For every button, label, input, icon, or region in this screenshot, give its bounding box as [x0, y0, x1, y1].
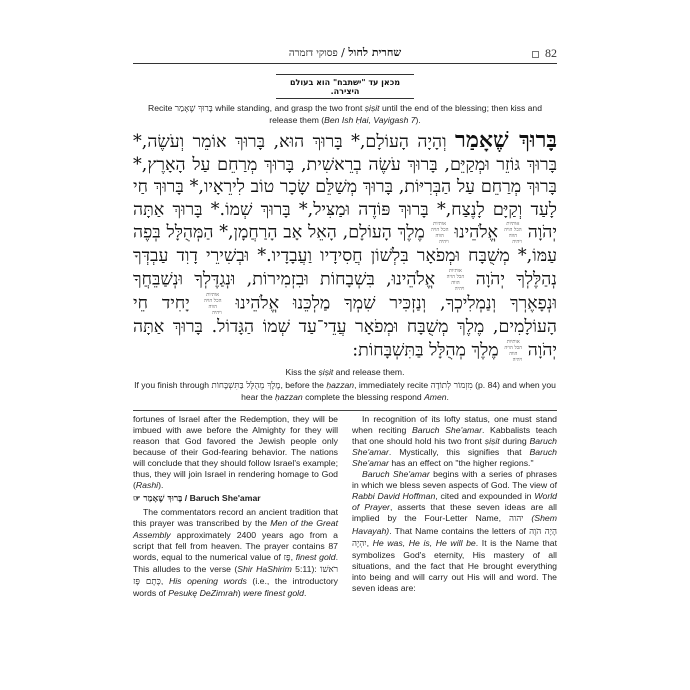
instruction-text: until the end of the blessing; then kiss and release them (	[269, 103, 542, 125]
commentary-text: begins with a series of phrases in which we bless seven aspects of God. The view of	[352, 469, 557, 491]
prayer-line: יְהֹוָה	[475, 269, 505, 290]
commentary-text: ).	[158, 480, 164, 491]
divine-name-note: אותיות הכל הויה הווה ויהיה	[446, 267, 465, 292]
kiss-instruction	[133, 367, 557, 377]
commentary-paragraph	[133, 507, 338, 599]
commentary-paragraph	[133, 414, 338, 492]
commentary-text: .	[303, 587, 307, 598]
title-main: שחרית לחול	[348, 46, 402, 59]
commentary-text: ,	[290, 551, 296, 562]
commentary-text: during	[499, 435, 530, 446]
commentary-hebrew: הָיָה הֹוֶה יִהְיֶה	[352, 526, 557, 549]
commentary-left-column	[133, 414, 338, 600]
heading-hebrew: בָּרוּךְ שֶׁאָמַר	[143, 494, 183, 505]
instruction-text: complete the blessing respond	[302, 391, 425, 402]
commentary-source: Rashi	[135, 480, 159, 491]
commentary-hebrew: רֹאשׁוֹ כֶּתֶם פָּז	[133, 564, 338, 587]
instruction-text: ).	[415, 115, 421, 125]
commentary-term: were finest gold	[243, 587, 304, 598]
commentary-divider	[133, 410, 557, 411]
finish-instruction	[133, 380, 557, 403]
commentary-term: Rabbi David Hoffman	[352, 491, 436, 502]
commentary-hebrew: פָּז	[283, 552, 291, 563]
commentary-source: World of Prayer	[352, 491, 557, 513]
commentary-text: )	[237, 587, 244, 598]
prayer-line: אֱלֹהֵינוּ	[235, 293, 280, 314]
commentary-text: . It is the Name that symbolizes God's eternity, His mastery of all situations, and the fact that He brought everything into being and will carry out His will and word. The seven ideas are:	[352, 537, 558, 593]
page-number: 82	[545, 46, 557, 60]
prayer-line: בָּרוּךְ חַי לָעַד וְקַיָּם לָנֶצַח,* בָּרוּךְ פּוֹדֶה וּמַצִּיל,* בָּרוּךְ	[133, 177, 557, 220]
heading-separator: /	[182, 493, 190, 504]
commentary-text: has an effect on "the higher regions."	[388, 457, 534, 468]
commentary-text: . Kabbalists teach that one should hold his two front	[352, 424, 557, 446]
divine-name-note: אותיות הכל הויה הווה ויהיה	[430, 221, 449, 246]
square-ornament-icon	[532, 51, 539, 58]
instruction-text: .	[446, 391, 449, 402]
divine-name-note: אותיות הכל הויה הווה ויהיה	[504, 221, 522, 246]
page-number-area	[532, 46, 557, 61]
instruction-term: ṣiṣit	[318, 366, 334, 377]
title-separator: /	[337, 46, 349, 59]
commentary-hebrew: יהוה	[508, 514, 524, 525]
commentary-source: Shir HaShirim	[237, 563, 292, 574]
commentary-text: 5:11):	[291, 563, 321, 574]
commentary-text: . That Name contains the letters of	[389, 525, 530, 536]
title-sub: פסוקי דזמרה	[288, 48, 338, 59]
commentary-term: He was, He is, He will be	[372, 537, 476, 548]
commentary-right-column	[352, 414, 557, 600]
instruction-text: , immediately recite	[354, 379, 431, 390]
instruction-text: Recite	[148, 103, 175, 113]
instruction-hebrew: בָּרוּךְ שֶׁאָמַר	[174, 104, 213, 114]
commentary-text: ,	[160, 575, 169, 586]
commentary-text: In recognition of its lofty status, one must stand when reciting	[352, 413, 557, 435]
commentary-term: Baruch She'amar	[352, 435, 557, 457]
page-title	[133, 46, 557, 59]
commentary-text: approximately 2400 years ago from a script that fell from heaven. The prayer contains 87 words, equal to the numerical value of	[133, 529, 338, 562]
commentary-section	[133, 414, 557, 600]
commentary-text: The commentators record an ancient tradition that this prayer was transcribed by the	[133, 507, 338, 529]
commentary-term: finest gold	[295, 551, 336, 562]
prayer-line: יָחִיד חֵי הָעוֹלָמִים, מֶלֶךְ מְשֻׁבָּח וּמְפֹאָר	[133, 293, 557, 337]
commentary-text: (i.e., the introductory words of	[133, 575, 339, 598]
prayer-line: הָאֵל אָב הָרַחֲמָן,* הַמְּהֻלָּל בְּפֶה עַמּוֹ,* מְשֻׁבָּח וּמְפֹאָר	[133, 222, 557, 267]
instruction-term: Amen	[424, 391, 447, 402]
commentary-text: ,	[366, 537, 373, 548]
recite-instruction	[133, 103, 557, 126]
instruction-text: , before the	[280, 379, 327, 390]
commentary-text: , asserts that these seven ideas are all implied by the Four-Letter Name,	[352, 502, 557, 524]
instruction-term: ḥazzan	[275, 391, 303, 402]
commentary-text: . Mystically, this signifies that	[388, 446, 530, 457]
commentary-term: (Shem Havayah)	[352, 513, 557, 536]
prayer-line: אֱלֹהֵינוּ, בִּשְׁבָחוֹת וּבִזְמִירוֹת, וּנְגַדֶּלְךָ	[194, 269, 436, 290]
prayer-line: מֶלֶךְ	[471, 340, 499, 361]
prayer-line: אוֹמֵר וְעֹשֶׂה,* בָּרוּךְ גּוֹזֵר וּמְקַיֵּם,	[133, 132, 557, 175]
heading-english: Baruch She'amar	[189, 493, 261, 504]
commentary-heading	[133, 493, 338, 505]
commentary-term: Baruch She'amar	[411, 424, 483, 435]
commentary-paragraph	[352, 414, 557, 469]
prayer-line: בָּרוּךְ עֹשֶׂה בְרֵאשִׁית, בָּרוּךְ מְרַחֵם עַל הָאָרֶץ,* בָּרוּךְ	[133, 154, 557, 198]
instruction-hebrew: מִזְמוֹר לְתוֹדָה	[430, 380, 473, 391]
instruction-term: ḥazzan	[326, 379, 355, 390]
commentary-text: . This alludes to the verse (	[133, 551, 338, 574]
prayer-line-final: מְהֻלָּל בַּתִּשְׁבָּחוֹת:	[352, 340, 466, 361]
hand-pointer-icon: ☞	[133, 493, 144, 504]
prayer-book-page	[133, 45, 557, 599]
commentary-term: Pesukę DeZimrah	[168, 587, 238, 598]
divine-name-note: אותיות הכל הויה הווה ויהיה	[203, 291, 222, 316]
commentary-term: Baruch She'amar	[362, 469, 430, 480]
instruction-source: Ben Ish Ḥai, Vayigash 7	[324, 115, 416, 125]
instruction-text: while standing, and grasp the two front	[212, 103, 365, 113]
prayer-line: מְרַחֵם עַל הַבְּרִיּוֹת, בָּרוּךְ מְשַׁלֵּם שָׂכָר טוֹב לִירֵאָיו,*	[189, 177, 522, 198]
commentary-term: ṣiṣit	[484, 435, 500, 446]
prayer-opening-words: בָּרוּךְ שֶׁאָמַר	[455, 127, 557, 153]
prayer-line: אֱלֹהֵינוּ	[454, 222, 499, 243]
prayer-line: שְׁמוֹ.* בָּרוּךְ אַתָּה יְהֹוָה	[133, 199, 557, 243]
instruction-text: If you finish through	[134, 379, 212, 390]
commentary-term: His opening words	[168, 575, 247, 586]
commentary-text: fortunes of Israel after the Redemption, they will be imbued with awe before the Almighty for they will reason that God favored the Jewish people only because of their God-fearing behavior. The nations will conclude that they should follow Israel's example; thus, they will join Israel in rendering homage to God (	[133, 413, 338, 491]
prayer-line: בִּלְשׁוֹן חֲסִידָיו וַעֲבָדָיו.* וּבְשִׁירֵי דָוִד עַבְדְּךָ נְהַלֶּלְךָ	[133, 246, 557, 290]
commentary-term: Men of the Great Assembly	[133, 518, 338, 540]
instruction-text: and release them.	[333, 366, 405, 377]
prayer-text-baruch-sheamar	[133, 129, 557, 363]
commentary-paragraph	[352, 469, 557, 594]
instruction-hebrew: מֶלֶךְ מְהֻלָּל בַּתִּשְׁבָּחוֹת	[211, 380, 281, 391]
commentary-text: , cited and expounded in	[435, 491, 535, 502]
prayer-line: מֶלֶךְ הָעוֹלָם,	[342, 222, 425, 243]
prayer-line: וְהָיָה הָעוֹלָם,* בָּרוּךְ הוּא, בָּרוּךְ	[234, 132, 447, 152]
kabbalistic-rubric: מכאן עד "ישתבח" הוא בעולם היצירה.	[276, 74, 414, 99]
prayer-line: וּנְשַׁבֵּחֲךָ וּנְפָאֶרְךָ וְנַמְלִיכְךָ, וְנַזְכִּיר שִׁמְךָ מַלְכֵּנוּ	[133, 269, 557, 314]
instruction-text: (p. 84) and when you hear the	[241, 379, 556, 402]
running-head	[133, 45, 557, 64]
commentary-term: Baruch She'amar	[352, 446, 557, 468]
divine-name-note: אותיות הכל הויה הווה ויהיה	[504, 338, 523, 363]
instruction-term: ṣiṣit	[364, 103, 380, 113]
instruction-text: Kiss the	[285, 366, 319, 377]
prayer-line: עֲדֵי־עַד שְׁמוֹ הַגָּדוֹל. בָּרוּךְ אַתָּה יְהֹוָה	[133, 316, 557, 361]
